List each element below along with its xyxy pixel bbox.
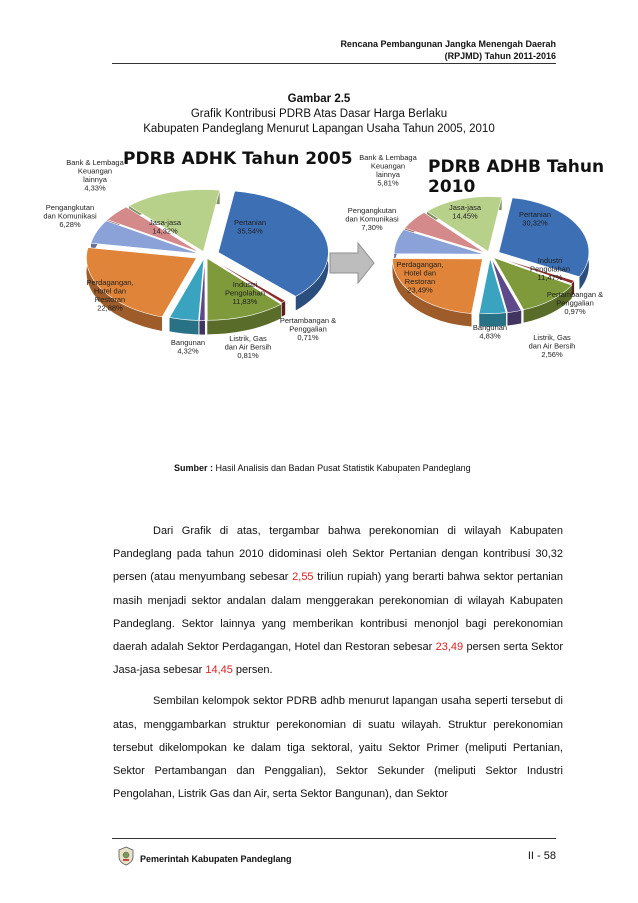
body-text bbox=[113, 520, 563, 806]
source-label: Sumber : bbox=[174, 463, 214, 473]
pie-slice-side bbox=[507, 310, 521, 325]
pie-slice-side bbox=[199, 321, 205, 335]
header-divider bbox=[112, 63, 556, 64]
running-header bbox=[340, 38, 556, 62]
source-note bbox=[174, 463, 471, 473]
pie-slice-label: Pengangkutan dan Komunikasi 6,28% bbox=[43, 203, 97, 229]
pie-slice-label: Pertanian 30,32% bbox=[518, 210, 552, 228]
pie-slice-side bbox=[282, 301, 286, 317]
source-text: Hasil Analisis dan Badan Pusat Statistik Kabupaten Pandeglang bbox=[213, 463, 471, 473]
p1-text-c: triliun rupiah) yang berarti bahwa sektor pertanian masih menjadi sektor andalan dalam menggerakan perekonomian di wilayah Kabupaten Pandeglang. Sektor lainnya yang memberikan kontribusi menonjol bagi perekonomian daerah adalah Sektor Perdagangan, Hotel dan Restoran sebesar bbox=[113, 571, 563, 654]
figure-title-line2: Kabupaten Pandeglang Menurut Lapangan Usaha Tahun 2005, 2010 bbox=[143, 123, 495, 135]
p1-text-g: persen. bbox=[232, 664, 273, 677]
crest-logo-icon bbox=[117, 846, 135, 866]
pie-slice-label: Bank & Lembaga Keuangan lainnya 5,81% bbox=[359, 153, 417, 188]
header-line1: Rencana Pembangunan Jangka Menengah Daerah bbox=[340, 39, 556, 49]
chart-title-2010: PDRB ADHB Tahun 2010 bbox=[428, 157, 605, 197]
pie-slice-label: Pengangkutan dan Komunikasi 7,30% bbox=[345, 206, 399, 232]
footer-divider bbox=[112, 838, 556, 839]
charts-area bbox=[40, 145, 610, 375]
pie-slice-label: Jasa-jasa 14,32% bbox=[148, 218, 182, 236]
p1-value-jasa: 14,45 bbox=[205, 664, 233, 677]
p1-value-perdagangan: 23,49 bbox=[435, 641, 464, 654]
arrow-icon bbox=[330, 243, 374, 283]
pie-slice-label: Pertanian 35,54% bbox=[233, 218, 267, 236]
header-line2: (RPJMD) Tahun 2011-2016 bbox=[444, 51, 556, 61]
p1-text-e: persen serta Sektor Jasa-jasa sebesar bbox=[113, 641, 563, 677]
paragraph-1 bbox=[113, 520, 563, 682]
pie-2005 bbox=[43, 158, 336, 360]
chart-title-2005: PDRB ADHK Tahun 2005 bbox=[123, 149, 353, 169]
p1-value-triliun: 2,55 bbox=[292, 571, 314, 584]
pie-slice-label: Pertambangan & Penggalian 0,97% bbox=[546, 290, 604, 316]
pie-slice-label: Bangunan 4,83% bbox=[472, 323, 508, 341]
pie-slice-label: Perdagangan, Hotel dan Restoran 22,88% bbox=[86, 278, 134, 313]
pie-slice-label: Listrik, Gas dan Air Bersih 2,56% bbox=[528, 333, 576, 359]
pie-slice-label: Listrik, Gas dan Air Bersih 0,81% bbox=[224, 334, 272, 360]
page-number: II - 58 bbox=[527, 850, 556, 862]
p1-text-a: Dari Grafik di atas, tergambar bahwa perekonomian di wilayah Kabupaten Pandeglang pada tahun 2010 didominasi oleh Sektor Pertanian dengan kontribusi 30,32 persen (atau menyumbang sebesar bbox=[113, 525, 563, 584]
pie-slice-label: Perdagangan, Hotel dan Restoran 23,49% bbox=[396, 260, 444, 295]
figure-title-line1: Grafik Kontribusi PDRB Atas Dasar Harga Berlaku bbox=[190, 108, 448, 120]
figure-number: Gambar 2.5 bbox=[287, 93, 351, 105]
pie-slice-label: Bank & Lembaga Keuangan lainnya 4,33% bbox=[66, 158, 124, 193]
paragraph-2: Sembilan kelompok sektor PDRB adhb menurut lapangan usaha seperti tersebut di atas, menggambarkan struktur perekonomian di suatu wilayah. Struktur perekonomian tersebut dikelompokan ke dalam tiga sektoral, yaitu Sektor Primer (meliputi Pertanian, Sektor Pertambangan dan Penggalian), Sektor Sekunder (meliputi Sektor Industri Pengolahan, Listrik Gas dan Air, serta Sektor Bangunan), dan Sektor bbox=[113, 695, 563, 801]
pie-slice-label: Pertambangan & Penggalian 0,71% bbox=[279, 316, 337, 342]
pie-slice-label: Bangunan 4,32% bbox=[170, 338, 206, 356]
figure-caption bbox=[0, 92, 638, 137]
pie-slice-label: Jasa-jasa 14,45% bbox=[448, 203, 482, 221]
pie-slice-label: Industri Pengolahan 11,47% bbox=[529, 256, 571, 282]
footer-org: Pemerintah Kabupaten Pandeglang bbox=[140, 854, 292, 864]
pie-slice-label: Industri Pengolahan 11,83% bbox=[224, 280, 266, 306]
